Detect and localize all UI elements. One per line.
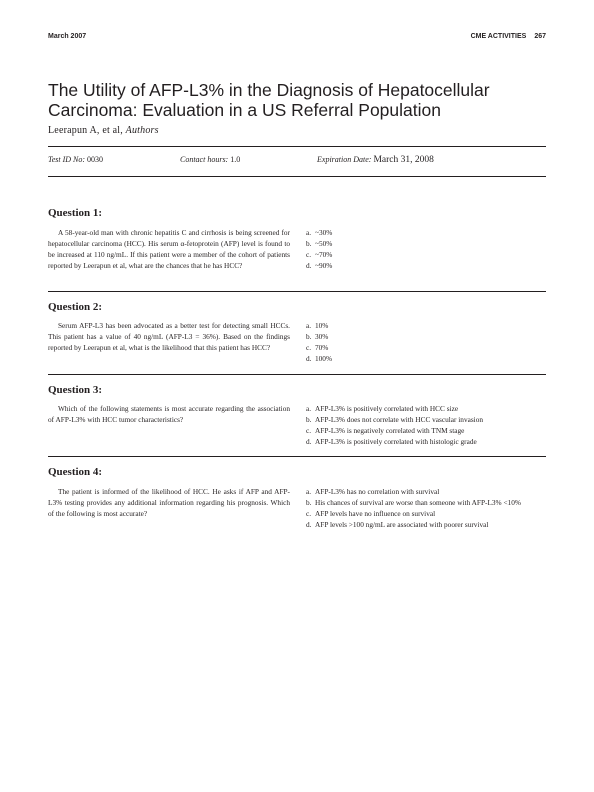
answer-option[interactable] xyxy=(306,249,546,260)
option-text: ~50% xyxy=(315,239,333,248)
answer-option[interactable] xyxy=(306,238,546,249)
option-letter: c. xyxy=(306,343,312,352)
option-letter: b. xyxy=(306,332,312,341)
test-id-value: 0030 xyxy=(87,155,104,164)
test-id-label: Test ID No: xyxy=(48,155,86,164)
option-letter: a. xyxy=(306,321,312,330)
divider xyxy=(48,146,546,147)
option-letter: c. xyxy=(306,250,312,259)
contact-hours-label: Contact hours: xyxy=(180,155,229,164)
expiration-date xyxy=(317,155,434,165)
section-name: CME ACTIVITIES xyxy=(470,33,527,40)
option-text: 30% xyxy=(315,332,329,341)
answer-option[interactable] xyxy=(306,508,546,519)
answer-option[interactable] xyxy=(306,414,546,425)
answer-option[interactable] xyxy=(306,260,546,271)
option-letter: d. xyxy=(306,437,312,446)
option-letter: d. xyxy=(306,354,312,363)
divider xyxy=(48,374,546,375)
option-text: ~90% xyxy=(315,261,333,270)
page-number: 267 xyxy=(534,33,546,40)
answer-options xyxy=(306,486,546,530)
running-head xyxy=(48,33,546,43)
option-text: ~70% xyxy=(315,250,333,259)
section-and-page xyxy=(471,33,546,40)
option-text: His chances of survival are worse than someone with AFP-L3% <10% xyxy=(315,498,521,507)
option-letter: c. xyxy=(306,509,312,518)
option-letter: a. xyxy=(306,404,312,413)
option-text: AFP-L3% is negatively correlated with TNM stage xyxy=(315,426,465,435)
divider xyxy=(48,176,546,177)
contact-hours xyxy=(180,155,240,164)
option-text: ~30% xyxy=(315,228,333,237)
option-letter: d. xyxy=(306,520,312,529)
test-id xyxy=(48,155,103,164)
answer-option[interactable] xyxy=(306,227,546,238)
article-title xyxy=(48,80,546,120)
option-letter: a. xyxy=(306,487,312,496)
test-meta xyxy=(48,155,546,167)
answer-options xyxy=(306,403,546,447)
article-title-line-1: The Utility of AFP-L3% in the Diagnosis of Hepatocellular xyxy=(48,80,490,100)
option-letter: d. xyxy=(306,261,312,270)
option-letter: c. xyxy=(306,426,312,435)
option-text: AFP levels >100 ng/mL are associated with poorer survival xyxy=(315,520,489,529)
answer-option[interactable] xyxy=(306,403,546,414)
option-text: 70% xyxy=(315,343,329,352)
authors-role: Authors xyxy=(125,125,159,136)
question-1 xyxy=(48,207,546,270)
divider xyxy=(48,291,546,292)
answer-option[interactable] xyxy=(306,436,546,447)
option-letter: b. xyxy=(306,498,312,507)
answer-option[interactable] xyxy=(306,320,546,331)
question-3 xyxy=(48,384,546,446)
question-stem: A 58-year-old man with chronic hepatitis C and cirrhosis is being screened for hepatocellular carcinoma (HCC). His serum α-fetoprotein (AFP) level is found to be increased at 110 ng/mL. If this patient were a member of the cohort of patients reported by Leerapun et al, what are the chances that he has HCC? xyxy=(48,228,290,270)
answer-option[interactable] xyxy=(306,342,546,353)
option-text: AFP-L3% is positively correlated with histologic grade xyxy=(315,437,477,446)
question-heading: Question 2: xyxy=(48,301,103,313)
answer-option[interactable] xyxy=(306,497,546,508)
option-letter: a. xyxy=(306,228,312,237)
question-stem: Which of the following statements is most accurate regarding the association of AFP-L3% with HCC tumor characteristics? xyxy=(48,404,290,424)
option-letter: b. xyxy=(306,239,312,248)
answer-option[interactable] xyxy=(306,353,546,364)
question-heading: Question 4: xyxy=(48,466,103,478)
expiration-value: March 31, 2008 xyxy=(373,155,434,165)
expiration-label: Expiration Date: xyxy=(317,155,372,164)
option-text: 100% xyxy=(315,354,333,363)
option-text: 10% xyxy=(315,321,329,330)
answer-option[interactable] xyxy=(306,331,546,342)
answer-option[interactable] xyxy=(306,425,546,436)
authors: Leerapun A, et al, xyxy=(48,125,123,136)
question-2 xyxy=(48,301,546,363)
article-title-line-2: Carcinoma: Evaluation in a US Referral Population xyxy=(48,100,441,120)
answer-option[interactable] xyxy=(306,519,546,530)
divider xyxy=(48,456,546,457)
question-4 xyxy=(48,466,546,529)
option-text: AFP-L3% is positively correlated with HCC size xyxy=(315,404,459,413)
question-stem: Serum AFP-L3 has been advocated as a better test for detecting small HCCs. This patient has a value of 40 ng/mL (AFP-L3 = 36%). Based on the findings reported by Leerapun et al, what is the likelihood that this patient has HCC? xyxy=(48,321,290,352)
option-text: AFP-L3% does not correlate with HCC vascular invasion xyxy=(315,415,483,424)
question-heading: Question 1: xyxy=(48,207,103,219)
option-letter: b. xyxy=(306,415,312,424)
answer-options xyxy=(306,320,546,364)
answer-option[interactable] xyxy=(306,486,546,497)
question-stem: The patient is informed of the likelihood of HCC. He asks if AFP and AFP-L3% testing provides any additional information regarding his prognosis. Which of the following is most accurate? xyxy=(48,487,290,518)
issue-date: March 2007 xyxy=(48,33,87,40)
option-text: AFP levels have no influence on survival xyxy=(315,509,436,518)
question-heading: Question 3: xyxy=(48,384,103,396)
option-text: AFP-L3% has no correlation with survival xyxy=(315,487,440,496)
byline xyxy=(48,125,159,136)
contact-hours-value: 1.0 xyxy=(230,155,241,164)
answer-options xyxy=(306,227,546,271)
